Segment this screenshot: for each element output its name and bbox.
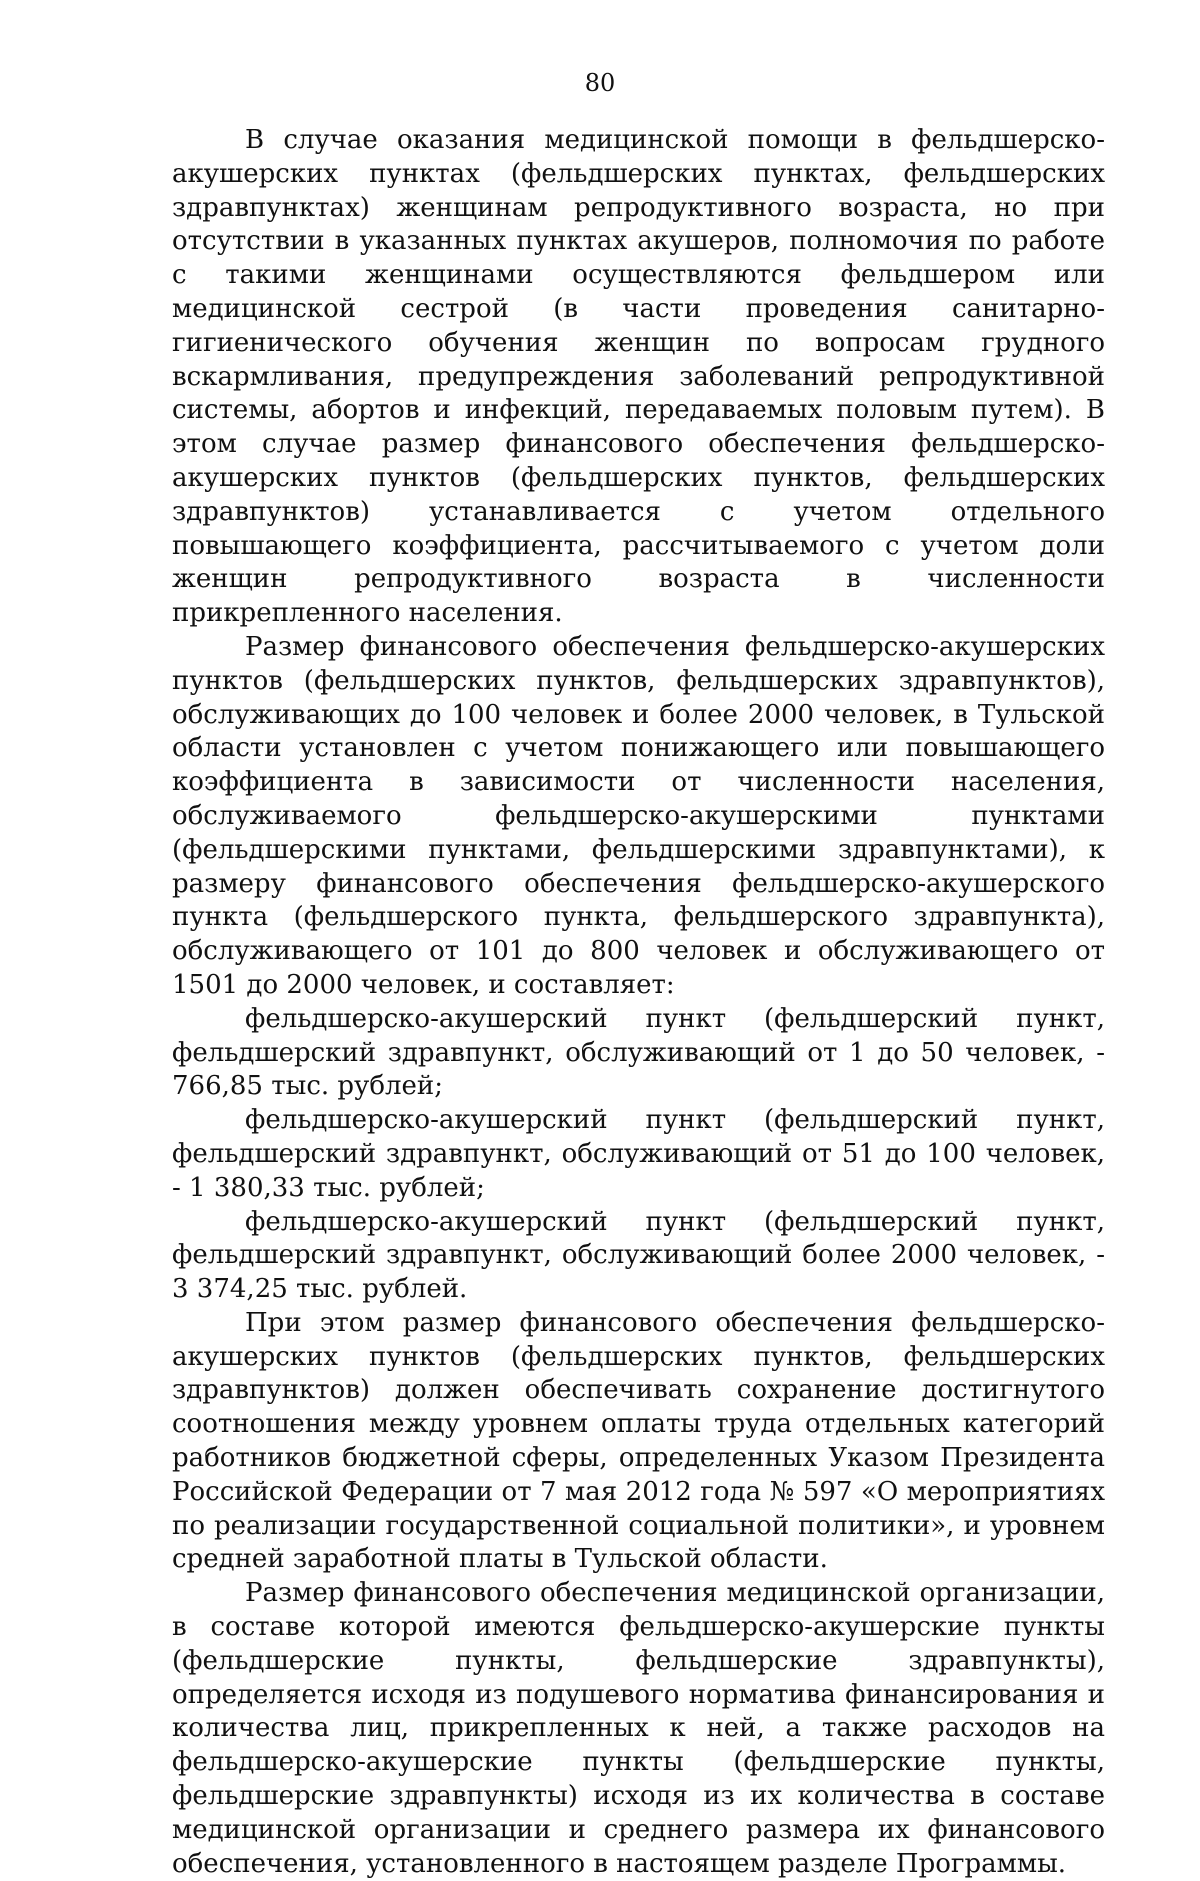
paragraph-5: фельдшерско-акушерский пункт (фельдшерский пункт, фельдшерский здравпункт, обслуживающий более 2000 человек, - 3 374,25 тыс. рублей.	[172, 1206, 1105, 1305]
paragraph-1: В случае оказания медицинской помощи в фельдшерско-акушерских пунктах (фельдшерских пунктах, фельдшерских здравпунктах) женщинам репродуктивного возраста, но при отсутствии в указанных пунктах акушеров, полномочия по работе с такими женщинами осуществляются фельдшером или медицинской сестрой (в части проведения санитарно-гигиенического обучения женщин по вопросам грудного вскармливания, предупреждения заболеваний репродуктивной системы, абортов и инфекций, передаваемых половым путем). В этом случае размер финансового обеспечения фельдшерско-акушерских пунктов (фельдшерских пунктов, фельдшерских здравпунктов) устанавливается с учетом отдельного повышающего коэффициента, рассчитываемого с учетом доли женщин репродуктивного возраста в численности прикрепленного населения.	[172, 125, 1105, 629]
paragraph-6: При этом размер финансового обеспечения фельдшерско-акушерских пунктов (фельдшерских пунктов, фельдшерских здравпунктов) должен обеспечивать сохранение достигнутого соотношения между уровнем оплаты труда отдельных категорий работников бюджетной сферы, определенных Указом Президента Российской Федерации от 7 мая 2012 года № 597 «О мероприятиях по реализации государственной социальной политики», и уровнем средней заработной платы в Тульской области.	[172, 1307, 1105, 1575]
paragraph-2: Размер финансового обеспечения фельдшерско-акушерских пунктов (фельдшерских пунктов, фельдшерских здравпунктов), обслуживающих до 100 человек и более 2000 человек, в Тульской области установлен с учетом понижающего или повышающего коэффициента в зависимости от численности населения, обслуживаемого фельдшерско-акушерскими пунктами (фельдшерскими пунктами, фельдшерскими здравпунктами), к размеру финансового обеспечения фельдшерско-акушерского пункта (фельдшерского пункта, фельдшерского здравпункта), обслуживающего от 101 до 800 человек и обслуживающего от 1501 до 2000 человек, и составляет:	[172, 631, 1105, 1000]
paragraph-3: фельдшерско-акушерский пункт (фельдшерский пункт, фельдшерский здравпункт, обслуживающий от 1 до 50 человек, - 766,85 тыс. рублей;	[172, 1003, 1105, 1102]
paragraph-4: фельдшерско-акушерский пункт (фельдшерский пункт, фельдшерский здравпункт, обслуживающий от 51 до 100 человек, - 1 380,33 тыс. рублей;	[172, 1105, 1105, 1203]
page-number: 80	[584, 69, 616, 97]
document-body	[172, 124, 1105, 1881]
paragraph-7: Размер финансового обеспечения медицинской организации, в составе которой имеются фельдшерско-акушерские пункты (фельдшерские пункты, фельдшерские здравпункты), определяется исходя из подушевого норматива финансирования и количества лиц, прикрепленных к ней, а также расходов на фельдшерско-акушерские пункты (фельдшерские пункты, фельдшерские здравпункты) исходя из их количества в составе медицинской организации и среднего размера их финансового обеспечения, установленного в настоящем разделе Программы.	[172, 1578, 1105, 1879]
